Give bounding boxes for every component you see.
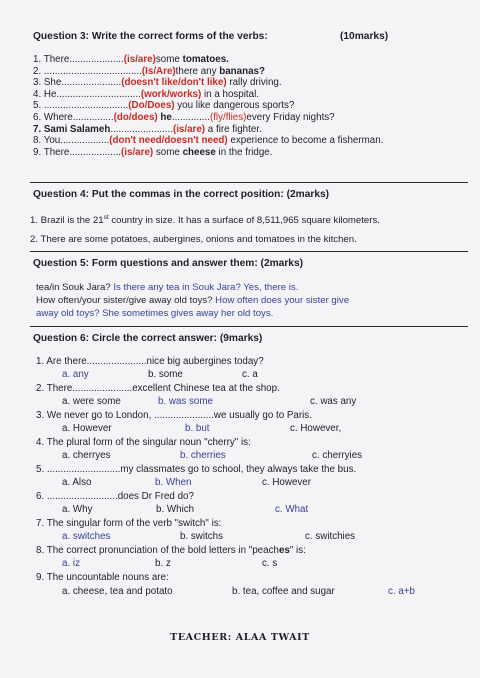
answer-blank[interactable]: ................... [69,146,122,158]
option-b[interactable]: b. Which [156,504,195,515]
q6-item-8-text: 8. The correct pronunciation of the bold letters in "peach [36,545,279,556]
answer-blank[interactable]: .................... [69,54,124,65]
q6-item-6-rest: does Dr Fred do? [117,491,194,502]
answer-blank[interactable]: ............................... [43,100,129,112]
q4-item-1 [30,212,380,227]
q6-item-3-text: 3. We never go to London, [36,410,155,421]
q5-answer-2: How often does your sister give [212,295,350,306]
q6-item-8-rest: " is: [289,545,306,556]
section-divider [30,251,468,252]
q5-answer-1: Is there any tea in Souk Jara? Yes, there is. [110,282,299,293]
q3-item-7-text: 7. Sami Salameh [33,123,111,135]
answer-blank[interactable]: .................. [60,135,110,147]
option-a[interactable]: a. were some [62,396,121,407]
q6-item-1-rest: nice big aubergines today? [146,356,264,367]
verb-options: (Is/Are) [141,65,176,77]
q6-item-7 [36,518,221,530]
verb-options: (don't need/doesn't need) [109,135,228,147]
q5-line-2 [36,295,349,307]
option-b[interactable]: b. some [148,369,183,380]
option-b[interactable]: b. cherries [180,450,226,461]
q3-item-2 [33,66,383,78]
q6-item-3-rest: we usually go to Paris. [213,410,312,421]
answer-blank[interactable]: ............... [72,111,114,123]
q4-item-1-text: 1. Brazil is the 21 [30,215,104,227]
option-a[interactable]: a. cheese, tea and potato [62,586,173,597]
q3-item-5-text: 5. [33,100,44,112]
q4-item-2 [30,234,357,246]
q3-item-9 [33,147,383,159]
question-4-title: Question 4: Put the commas in the correct position: (2marks) [33,189,330,200]
option-c[interactable]: c. cherryies [312,450,363,461]
answer-blank[interactable]: ........................... [46,464,121,475]
q3-item-3-rest: rally driving. [226,77,282,89]
answer-blank[interactable]: ...................... [86,356,147,367]
q3-item-1-rest: some [155,54,183,65]
q3-item-3-text: 3. She [33,77,62,89]
q4-item-2-text: 2. There are some potatoes, aubergines, onions and tomatoes in the kitchen. [30,234,357,245]
option-a[interactable]: a. switches [62,531,111,542]
q3-item-6 [33,112,383,124]
question-5-title: Question 5: Form questions and answer them: (2marks) [33,258,304,269]
option-b[interactable]: b. When [155,477,192,488]
answer-blank[interactable]: .............. [171,111,210,123]
verb-options: (fly/flies) [209,111,247,123]
answer-blank[interactable]: ....................... [110,123,173,135]
answer-blank[interactable]: ...................... [154,410,214,421]
q3-item-8-rest: experience to become a fisherman. [227,135,384,147]
option-c[interactable]: c. a [242,369,258,380]
option-c[interactable]: c. a+b [388,586,415,597]
option-c[interactable]: c. What [275,504,309,515]
q6-item-2 [36,383,280,395]
q6-item-4 [36,437,251,449]
bold-letters: es [278,545,290,556]
q3-item-9-bold: cheese [182,146,216,158]
question-3-items [33,54,383,158]
q3-item-7-rest: a fire fighter. [205,123,262,135]
verb-options: (is/are) [121,146,154,158]
q6-item-5 [36,464,356,476]
q3-item-6-text: 6. Where [33,111,73,123]
q6-item-6-text: 6. [36,491,47,502]
q3-item-9-rest: some [153,146,183,158]
q4-item-1-rest: country in size. It has a surface of 8,511,965 square kilometers. [108,215,380,227]
question-3-marks: (10marks) [340,31,389,42]
question-3-title: Question 3: Write the correct forms of the verbs: [33,31,268,42]
answer-blank[interactable]: ............................... [56,88,141,100]
q3-item-9-tail: in the fridge. [215,146,273,158]
verb-options: (is/are) [123,54,156,65]
verb-options: (do/does) [113,111,161,123]
option-c[interactable]: c. switchies [305,531,356,542]
option-a[interactable]: a. Why [62,504,93,515]
q3-item-1-bold: tomatoes. [182,54,229,65]
ordinal-suffix: st [103,214,109,221]
option-c[interactable]: c. However [262,477,311,488]
q3-item-2-rest: there any [175,65,220,77]
q3-item-4-rest: in a hospital. [201,88,259,100]
q6-item-4-text: 4. The plural form of the singular noun "cherry" is: [36,437,251,448]
q5-line-1 [36,282,298,294]
question-6-title: Question 6: Circle the correct answer: (9marks) [33,333,263,344]
teacher-name: TEACHER: ALAA TWAIT [170,632,310,643]
q3-item-4-text: 4. He [33,88,57,100]
option-c[interactable]: c. However, [290,423,342,434]
q6-item-8 [36,545,306,557]
answer-blank[interactable]: ...................... [61,77,122,89]
q3-item-2-text: 2. [33,65,44,77]
q3-item-8 [33,135,383,147]
verb-options: (is/are) [172,123,206,135]
q5-prompt-2: How often/your sister/give away old toys? [36,295,213,306]
verb-options: (work/works) [140,88,202,100]
q6-item-1-text: 1. Are there [36,356,87,367]
verb-options: (doesn't like/don't like) [121,77,227,89]
option-c[interactable]: c. s [262,558,278,569]
option-a[interactable]: a. However [62,423,112,434]
option-a[interactable]: a. Also [62,477,92,488]
option-b[interactable]: b. tea, coffee and sugar [232,586,335,597]
option-b[interactable]: b. was some [158,396,213,407]
q3-item-4 [33,89,383,101]
q3-item-1-text: 1. There [33,54,70,65]
answer-blank[interactable]: .......................... [46,491,118,502]
q6-item-9 [36,572,169,584]
section-divider [30,182,468,183]
option-b[interactable]: b. z [155,558,171,569]
q6-item-1 [36,356,264,368]
q3-item-6-bold: he [160,111,172,123]
option-c[interactable]: c. was any [310,396,357,407]
option-a[interactable]: a. cherryes [62,450,111,461]
q3-item-8-text: 8. You [33,135,61,147]
q6-item-5-text: 5. [36,464,47,475]
q6-item-9-text: 9. The uncountable nouns are: [36,572,169,583]
q3-item-7 [33,124,383,136]
q3-item-1 [33,54,383,66]
option-b[interactable]: b. but [185,423,210,434]
verb-options: (Do/Does) [128,100,175,112]
answer-blank[interactable]: .................................... [43,65,142,77]
q6-item-2-rest: excellent Chinese tea at the shop. [132,383,280,394]
answer-blank[interactable]: ...................... [72,383,133,394]
q6-item-2-text: 2. There [36,383,73,394]
option-a[interactable]: a. any [62,369,89,380]
q3-item-2-bold: bananas? [219,65,265,77]
q6-item-5-rest: my classmates go to school, they always take the bus. [120,464,357,475]
q6-item-7-text: 7. The singular form of the verb "switch" is: [36,518,222,529]
section-divider [30,326,468,327]
q5-prompt-1: tea/in Souk Jara? [36,282,111,293]
q3-item-6-rest: every Friday nights? [246,111,335,123]
option-a[interactable]: a. iz [62,558,80,569]
option-b[interactable]: b. switchs [180,531,224,542]
q3-item-3 [33,77,383,89]
q3-item-5-rest: you like dangerous sports? [174,100,295,112]
q5-line-3: away old toys? She sometimes gives away her old toys. [36,308,274,319]
q3-item-9-text: 9. There [33,146,70,158]
q6-item-3 [36,410,312,422]
q6-item-6 [36,491,194,503]
q3-item-5 [33,100,383,112]
